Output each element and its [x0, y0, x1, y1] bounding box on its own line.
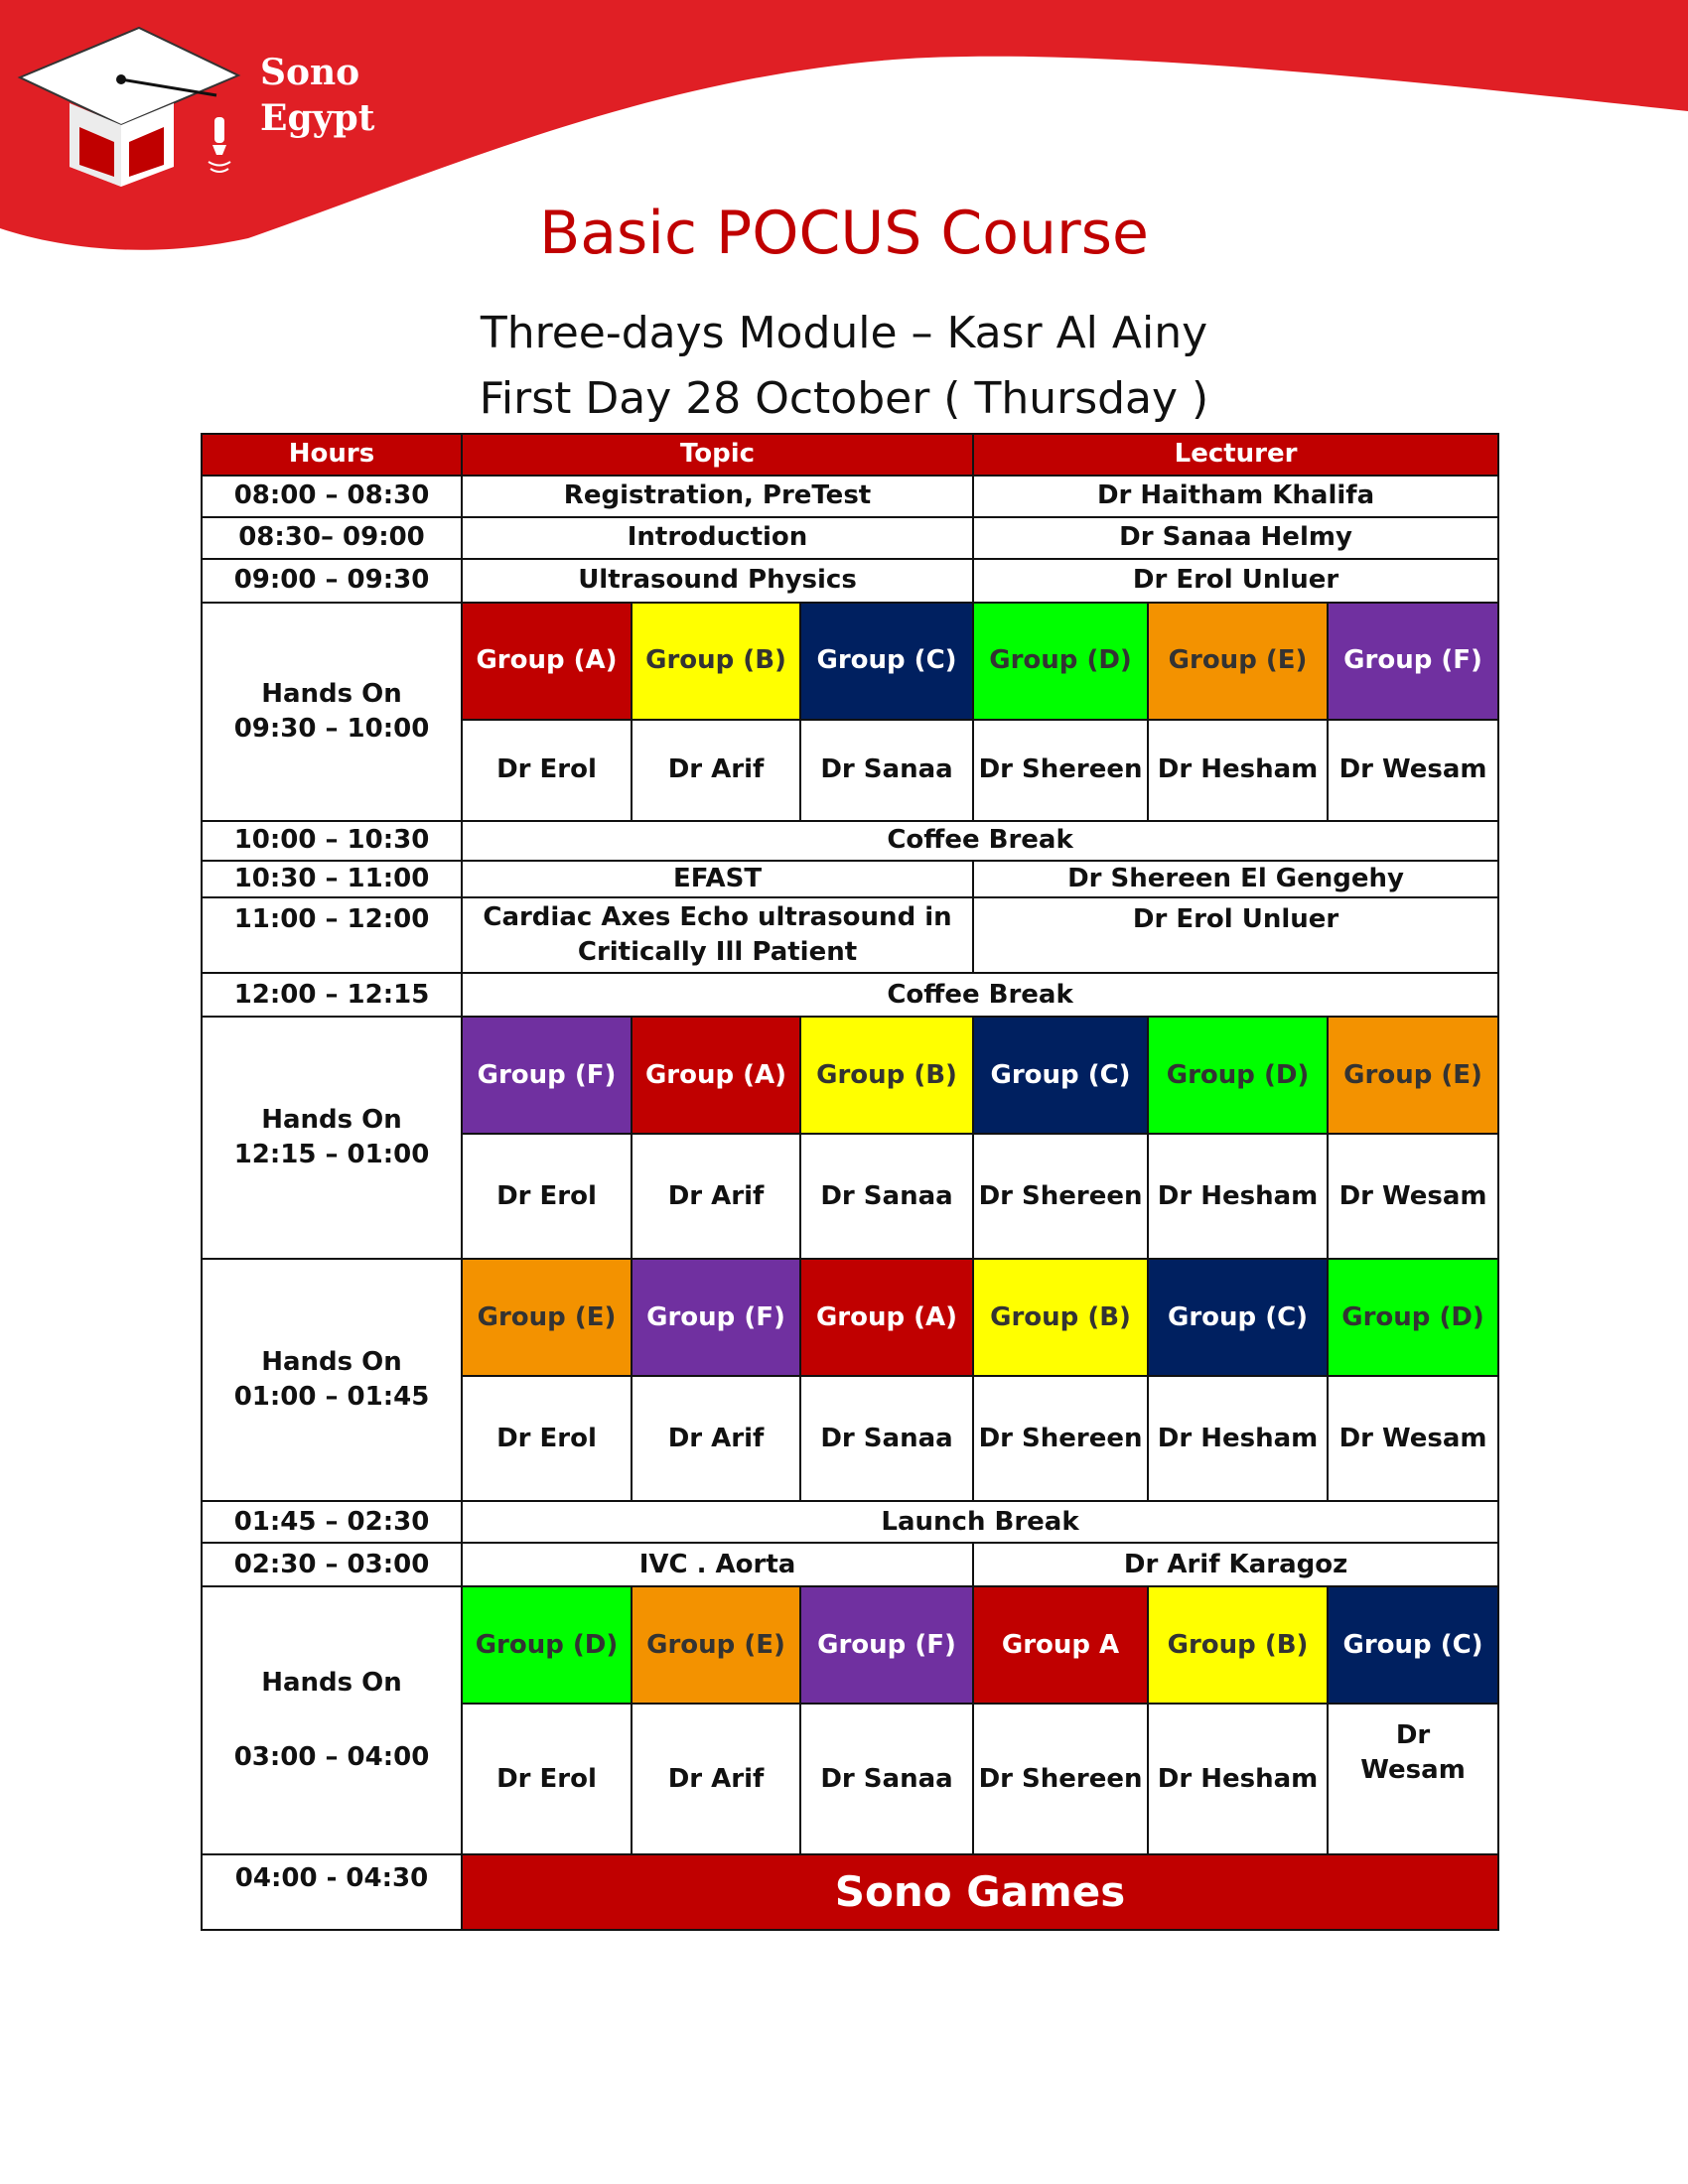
doctor-cell: Dr Wesam [1328, 720, 1498, 821]
break-label: Launch Break [462, 1501, 1498, 1543]
doctor-cell: Dr Wesam [1328, 1704, 1498, 1854]
group-cell: Group A [973, 1586, 1148, 1704]
hands-on-label: Hands On [261, 678, 402, 709]
row-hours: 04:00 - 04:30 [202, 1854, 462, 1930]
doctor-cell: Dr Sanaa [800, 1704, 973, 1854]
header-lecturer: Lecturer [973, 434, 1498, 476]
group-cell: Group (D) [1148, 1017, 1328, 1134]
hands-on-label: Hands On [261, 1668, 402, 1698]
group-cell: Group (C) [1328, 1586, 1498, 1704]
hands-on-hours-cell [202, 1586, 462, 1854]
doctor-cell: Dr Wesam [1328, 1134, 1498, 1259]
row-lecturer: Dr Erol Unluer [973, 559, 1498, 603]
group-cell: Group (A) [462, 603, 632, 720]
row-hours: 02:30 – 03:00 [202, 1543, 462, 1586]
header-topic: Topic [462, 434, 973, 476]
doctor-cell: Dr Sanaa [800, 1376, 973, 1501]
row-hours: 12:00 – 12:15 [202, 973, 462, 1017]
doctor-cell: Dr Hesham [1148, 1704, 1328, 1854]
row-hours: 10:30 – 11:00 [202, 861, 462, 897]
row-hours: 11:00 – 12:00 [202, 897, 462, 973]
row-topic: EFAST [462, 861, 973, 897]
brand-line-1: Sono [260, 52, 360, 93]
table-row [202, 517, 1498, 559]
group-cell: Group (F) [1328, 603, 1498, 720]
row-topic: Ultrasound Physics [462, 559, 973, 603]
day-subtitle: First Day 28 October ( Thursday ) [479, 373, 1209, 424]
group-cell: Group (F) [800, 1586, 973, 1704]
row-topic: Registration, PreTest [462, 476, 973, 517]
doctor-cell: Dr Arif [632, 1704, 800, 1854]
hands-on-hours-cell [202, 1259, 462, 1501]
hands-on-label: Hands On [261, 1347, 402, 1377]
group-cell: Group (F) [462, 1017, 632, 1134]
doctor-cell: Dr Shereen [973, 1376, 1148, 1501]
group-cell: Group (D) [462, 1586, 632, 1704]
hands-on-group-row [202, 1586, 1498, 1704]
brand-line-2: Egypt [260, 97, 375, 139]
hands-on-group-row [202, 1017, 1498, 1134]
doctor-cell: Dr Erol [462, 1376, 632, 1501]
group-cell: Group (B) [800, 1017, 973, 1134]
row-topic: IVC . Aorta [462, 1543, 973, 1586]
doctor-cell: Dr Sanaa [800, 720, 973, 821]
doctor-cell: Dr Arif [632, 720, 800, 821]
module-subtitle: Three-days Module – Kasr Al Ainy [480, 308, 1208, 358]
doctor-cell: Dr Shereen [973, 1704, 1148, 1854]
row-lecturer: Dr Sanaa Helmy [973, 517, 1498, 559]
group-cell: Group (A) [800, 1259, 973, 1376]
doctor-cell: Dr Hesham [1148, 1134, 1328, 1259]
table-header-row [202, 434, 1498, 476]
row-hours: 01:45 – 02:30 [202, 1501, 462, 1543]
doctor-cell: Dr Hesham [1148, 1376, 1328, 1501]
row-lecturer: Dr Shereen El Gengehy [973, 861, 1498, 897]
graduation-cap-logo-icon [10, 18, 248, 187]
hands-on-group-row [202, 603, 1498, 720]
hands-on-time: 03:00 – 04:00 [233, 1742, 430, 1773]
schedule-table [201, 433, 1499, 1931]
course-title: Basic POCUS Course [539, 199, 1149, 268]
doctor-cell: Dr Shereen [973, 1134, 1148, 1259]
row-hours: 10:00 – 10:30 [202, 821, 462, 861]
break-label: Coffee Break [462, 821, 1498, 861]
break-row [202, 1501, 1498, 1543]
doctor-cell: Dr Erol [462, 720, 632, 821]
doctor-cell: Dr Arif [632, 1134, 800, 1259]
break-row [202, 973, 1498, 1017]
group-cell: Group (C) [800, 603, 973, 720]
group-cell: Group (B) [632, 603, 800, 720]
games-row [202, 1854, 1498, 1930]
table-row [202, 861, 1498, 897]
group-cell: Group (E) [1328, 1017, 1498, 1134]
row-lecturer: Dr Arif Karagoz [973, 1543, 1498, 1586]
break-label: Coffee Break [462, 973, 1498, 1017]
group-cell: Group (F) [632, 1259, 800, 1376]
row-topic: Cardiac Axes Echo ultrasound in Critically Ill Patient [462, 897, 973, 973]
table-row [202, 559, 1498, 603]
group-cell: Group (E) [632, 1586, 800, 1704]
doctor-cell: Dr Arif [632, 1376, 800, 1501]
row-hours: 08:00 – 08:30 [202, 476, 462, 517]
hands-on-label: Hands On [261, 1105, 402, 1135]
break-row [202, 821, 1498, 861]
hands-on-time: 09:30 – 10:00 [233, 714, 430, 744]
hands-on-group-row [202, 1259, 1498, 1376]
row-topic: Introduction [462, 517, 973, 559]
doctor-cell: Dr Shereen [973, 720, 1148, 821]
table-row [202, 897, 1498, 973]
header-hours: Hours [202, 434, 462, 476]
group-cell: Group (D) [973, 603, 1148, 720]
table-row [202, 1543, 1498, 1586]
hands-on-time: 01:00 – 01:45 [233, 1382, 430, 1413]
group-cell: Group (E) [462, 1259, 632, 1376]
hands-on-time: 12:15 – 01:00 [233, 1140, 430, 1170]
row-hours: 08:30– 09:00 [202, 517, 462, 559]
group-cell: Group (A) [632, 1017, 800, 1134]
group-cell: Group (B) [1148, 1586, 1328, 1704]
doctor-cell: Dr Hesham [1148, 720, 1328, 821]
group-cell: Group (D) [1328, 1259, 1498, 1376]
brand-name [260, 50, 374, 141]
table-row [202, 476, 1498, 517]
row-hours: 09:00 – 09:30 [202, 559, 462, 603]
sono-games-banner: Sono Games [462, 1854, 1498, 1930]
group-cell: Group (C) [1148, 1259, 1328, 1376]
row-lecturer: Dr Haitham Khalifa [973, 476, 1498, 517]
group-cell: Group (B) [973, 1259, 1148, 1376]
group-cell: Group (C) [973, 1017, 1148, 1134]
doctor-cell: Dr Erol [462, 1134, 632, 1259]
hands-on-hours-cell [202, 603, 462, 821]
group-cell: Group (E) [1148, 603, 1328, 720]
doctor-cell: Dr Wesam [1328, 1376, 1498, 1501]
doctor-cell: Dr Sanaa [800, 1134, 973, 1259]
hands-on-hours-cell [202, 1017, 462, 1259]
doctor-cell: Dr Erol [462, 1704, 632, 1854]
row-lecturer: Dr Erol Unluer [973, 897, 1498, 973]
